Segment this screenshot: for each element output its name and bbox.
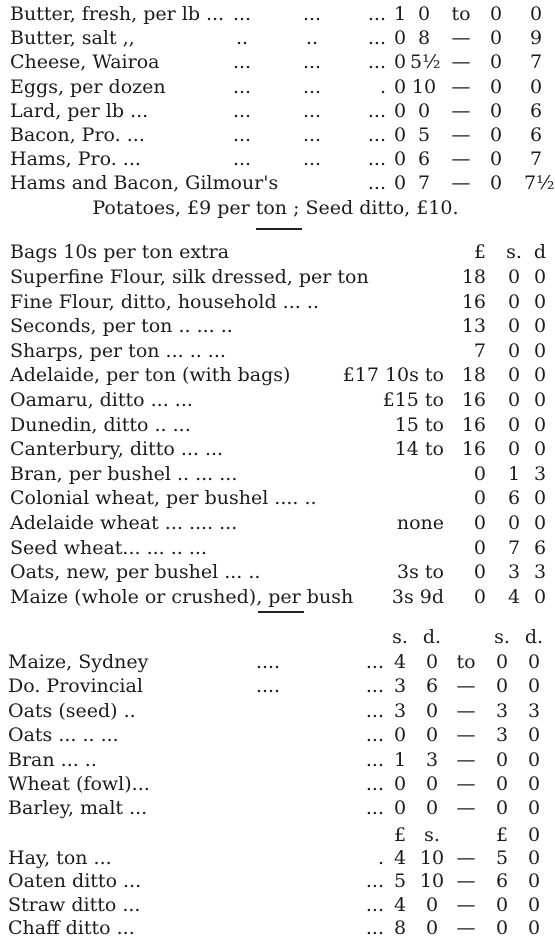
price-pence-low: 0: [425, 651, 439, 673]
leader-dots: ...: [367, 124, 386, 146]
price-shillings-low: 0: [393, 172, 407, 195]
price-pounds-low: 5: [393, 870, 407, 893]
item-name: Dunedin, ditto .. ...: [10, 413, 191, 436]
pence-header: d.: [524, 626, 544, 648]
price-row: [0, 511, 551, 535]
leader-dots: ...: [365, 797, 384, 820]
price-pounds-high: 6: [495, 870, 509, 893]
range-separator: —: [451, 75, 471, 98]
price-pence-high: 6: [529, 124, 543, 146]
range-separator: —: [456, 675, 476, 698]
price-pence-high: 7: [529, 148, 543, 171]
item-name: Eggs, per dozen: [10, 75, 166, 98]
price-pence-high: 0: [527, 797, 541, 820]
price-pence-high: 3: [527, 699, 541, 722]
price-range-low: 14 to: [394, 438, 444, 461]
price-pounds: 7: [473, 339, 486, 362]
leader-dots: ..: [235, 27, 249, 50]
leader-dots: ....: [255, 675, 281, 698]
leader-dots: ...: [302, 3, 322, 25]
price-shillings-low: 0: [393, 99, 407, 122]
price-row: [0, 388, 551, 412]
price-shillings-high: 0: [489, 124, 503, 146]
leader-dots: ...: [367, 3, 386, 25]
leader-dots: ...: [302, 124, 322, 146]
price-row: [0, 290, 551, 314]
item-name: Adelaide, per ton (with bags): [10, 364, 291, 387]
price-pence-low: 0: [417, 3, 431, 25]
range-separator: —: [456, 724, 476, 747]
price-row: [0, 99, 551, 123]
shillings-header: s.: [506, 241, 522, 263]
price-shillings-low: 0: [393, 27, 407, 50]
leader-dots: ...: [302, 148, 322, 171]
item-name: Oats ... .. ...: [8, 724, 119, 747]
item-name: Straw ditto ...: [8, 893, 141, 916]
price-pounds: 0: [473, 561, 486, 584]
leader-dots: ...: [365, 893, 384, 916]
price-pence-low: 0: [425, 797, 439, 820]
pence-header: d: [533, 241, 547, 263]
price-shillings: 0: [507, 413, 521, 436]
pence-header: d.: [422, 626, 442, 648]
price-row: [0, 893, 551, 917]
range-separator: —: [451, 124, 471, 146]
leader-dots: ...: [365, 724, 384, 747]
price-pounds-low: 8: [393, 917, 407, 940]
price-row: [0, 462, 551, 486]
price-row: [0, 123, 551, 147]
item-name: Barley, malt ...: [8, 797, 148, 820]
price-pounds: 0: [473, 487, 486, 510]
item-name: Wheat (fowl)...: [8, 773, 150, 795]
price-pounds: 0: [473, 585, 486, 608]
price-pence-low: 6: [425, 675, 439, 698]
price-row: [0, 171, 555, 195]
price-shillings: 0: [507, 266, 521, 288]
leader-dots: ...: [232, 124, 252, 146]
price-row: [0, 363, 551, 387]
price-row: [0, 437, 551, 461]
item-name: Oamaru, ditto ... ...: [10, 389, 193, 411]
price-shillings-low: 0: [393, 797, 407, 820]
price-row: [0, 486, 551, 510]
price-shillings-low: 0: [393, 124, 407, 146]
range-separator: —: [456, 699, 476, 722]
price-pence: 0: [533, 487, 547, 510]
price-shillings-low: 3: [393, 675, 407, 698]
price-pence: 0: [533, 339, 547, 362]
price-shillings: 1: [507, 462, 521, 485]
price-pence-low: 0: [417, 99, 431, 122]
price-shillings-high: 0: [489, 51, 503, 74]
price-pounds: 0: [473, 536, 486, 559]
price-shillings-high: 0: [495, 773, 509, 795]
price-range-low: 15 to: [394, 413, 444, 436]
price-pence-high: 0: [527, 724, 541, 747]
price-pence-high: 7: [529, 51, 543, 74]
item-name: Adelaide wheat ... .... ...: [10, 512, 238, 534]
price-pence: 0: [533, 585, 547, 608]
item-name: Maize, Sydney: [8, 651, 149, 673]
leader-dots: ...: [302, 99, 322, 122]
price-row: [0, 560, 551, 584]
range-separator: —: [456, 847, 476, 869]
price-pounds-low: 4: [393, 847, 407, 869]
price-shillings-high: 0: [527, 893, 541, 916]
price-pounds: 16: [461, 438, 486, 461]
item-name: Hams and Bacon, Gilmour's: [10, 172, 279, 195]
leader-dots: ...: [232, 148, 252, 171]
price-shillings-low: 1: [393, 748, 407, 771]
price-pence: 0: [533, 389, 547, 411]
pounds-header: £: [495, 824, 509, 846]
price-shillings-high: 0: [495, 651, 509, 673]
shillings-header: 0: [527, 824, 541, 846]
item-name: Chaff ditto ...: [8, 917, 135, 940]
potatoes-note: Potatoes, £9 per ton ; Seed ditto, £10.: [92, 197, 459, 219]
leader-dots: ...: [232, 3, 252, 25]
item-name: Hay, ton ...: [8, 847, 112, 869]
price-shillings-low: 0: [425, 917, 439, 940]
item-name: Seconds, per ton .. ... ..: [10, 315, 233, 338]
price-shillings-low: 0: [393, 148, 407, 171]
price-shillings-high: 0: [489, 172, 503, 195]
leader-dots: ...: [367, 148, 386, 171]
item-name: Fine Flour, ditto, household ... ..: [10, 290, 319, 313]
price-shillings: 0: [507, 389, 521, 411]
price-pence: 0: [533, 315, 547, 338]
item-name: Bran ... ..: [8, 748, 97, 771]
item-name: Butter, salt ,,: [10, 27, 135, 50]
range-separator: to: [451, 3, 471, 25]
price-pence: 0: [533, 290, 547, 313]
price-pence-high: 0: [527, 651, 541, 673]
price-pounds: 13: [461, 315, 486, 338]
price-shillings-high: 0: [527, 870, 541, 893]
item-name: Bacon, Pro. ...: [10, 124, 145, 146]
range-separator: —: [456, 773, 476, 795]
leader-dots: ...: [365, 675, 384, 698]
price-pence: 0: [533, 413, 547, 436]
price-pence-high: 6: [529, 99, 543, 122]
price-shillings-high: 0: [489, 99, 503, 122]
leader-dots: ...: [365, 917, 384, 940]
price-row: [0, 674, 551, 698]
price-row: [0, 2, 551, 26]
price-shillings: 0: [507, 290, 521, 313]
leader-dots: ...: [232, 75, 252, 98]
price-shillings-low: 4: [393, 651, 407, 673]
leader-dots: ...: [302, 75, 322, 98]
shillings-header: s.: [424, 824, 440, 846]
leader-dots: ...: [367, 172, 386, 195]
range-separator: —: [456, 748, 476, 771]
leader-dots: ...: [367, 27, 386, 50]
price-pence-low: 5½: [410, 51, 441, 74]
range-separator: —: [456, 797, 476, 820]
item-name: Canterbury, ditto ... ...: [10, 438, 224, 461]
price-row: [0, 723, 551, 747]
price-row: [0, 265, 551, 289]
price-row: [0, 699, 551, 723]
price-shillings-low: 0: [393, 724, 407, 747]
price-pence-low: 0: [425, 773, 439, 795]
price-pence-low: 0: [425, 699, 439, 722]
price-shillings: 0: [507, 512, 521, 534]
price-shillings: 0: [507, 438, 521, 461]
range-separator: —: [451, 99, 471, 122]
price-shillings: 6: [507, 487, 521, 510]
price-pence: 0: [533, 438, 547, 461]
leader-dots: ...: [365, 699, 384, 722]
price-pence-high: 0: [529, 3, 543, 25]
price-shillings-high: 0: [495, 675, 509, 698]
price-row: [0, 50, 551, 74]
price-shillings-high: 0: [495, 797, 509, 820]
range-separator: —: [451, 27, 471, 50]
section-divider: [258, 611, 304, 613]
item-name: Do. Provincial: [8, 675, 143, 698]
price-pence-high: 7½: [524, 172, 555, 195]
price-pence: 6: [533, 536, 547, 559]
flour-header-row: [0, 240, 551, 264]
price-pounds: 18: [461, 364, 486, 387]
price-row: [0, 314, 551, 338]
price-pounds: 0: [473, 512, 486, 534]
price-row: [0, 536, 551, 560]
leader-dots: ...: [232, 51, 252, 74]
price-row: [0, 26, 551, 50]
range-separator: —: [456, 917, 476, 940]
item-name: Seed wheat... ... .. ...: [10, 536, 207, 559]
price-pounds-high: 0: [495, 893, 509, 916]
price-shillings-high: 3: [495, 699, 509, 722]
price-row: [0, 75, 551, 99]
price-shillings-high: 0: [489, 75, 503, 98]
price-row: [0, 772, 551, 796]
range-separator: —: [456, 870, 476, 893]
pounds-header: £: [473, 241, 486, 263]
price-pounds: 16: [461, 290, 486, 313]
leader-dots: ...: [232, 99, 252, 122]
item-name: Butter, fresh, per lb ...: [10, 3, 225, 25]
item-name: Bran, per bushel .. ... ...: [10, 462, 238, 485]
price-pounds: 0: [473, 462, 486, 485]
price-pence-high: 0: [527, 748, 541, 771]
price-shillings-low: 3: [393, 699, 407, 722]
price-shillings: 0: [507, 315, 521, 338]
price-pence-low: 10: [411, 75, 437, 98]
price-pence: 3: [533, 462, 547, 485]
shillings-header: s.: [494, 626, 510, 648]
price-shillings-low: 0: [393, 75, 407, 98]
leader-dots: .: [379, 75, 386, 98]
item-name: Cheese, Wairoa: [10, 51, 160, 74]
price-shillings: 7: [507, 536, 521, 559]
shillings-header: s.: [392, 626, 408, 648]
item-name: Superfine Flour, silk dressed, per ton: [10, 266, 369, 288]
price-row: [0, 846, 551, 870]
range-separator: —: [451, 148, 471, 171]
price-shillings-high: 0: [489, 27, 503, 50]
price-pence: 0: [533, 364, 547, 387]
item-name: Maize (whole or crushed), per bush: [10, 585, 354, 608]
leader-dots: ...: [367, 99, 386, 122]
feed-header-row: [0, 625, 551, 649]
price-shillings-high: 3: [495, 724, 509, 747]
item-name: Oaten ditto ...: [8, 870, 142, 893]
bags-note: Bags 10s per ton extra: [10, 241, 230, 263]
price-range-low: none: [396, 512, 444, 534]
price-pounds-low: 4: [393, 893, 407, 916]
price-row: [0, 147, 551, 171]
price-pence-low: 6: [417, 148, 431, 171]
range-separator: —: [451, 51, 471, 74]
price-range-low: £17 10s to: [342, 364, 444, 387]
price-pence-low: 5: [417, 124, 431, 146]
price-shillings-high: 0: [527, 847, 541, 869]
price-shillings-low: 1: [393, 3, 407, 25]
price-row: [0, 916, 551, 940]
leader-dots: ...: [365, 870, 384, 893]
item-name: Lard, per lb ...: [10, 99, 149, 122]
price-row: [0, 650, 551, 674]
leader-dots: ..: [305, 27, 319, 50]
price-pence-high: 0: [529, 75, 543, 98]
price-row: [0, 585, 551, 609]
price-range-low: £15 to: [382, 389, 444, 411]
item-name: Oats, new, per bushel ... ..: [10, 561, 261, 584]
price-range-low: 3s to: [397, 561, 444, 584]
price-pounds: 18: [461, 266, 486, 288]
range-separator: —: [451, 172, 471, 195]
price-row: [0, 869, 551, 893]
item-name: Sharps, per ton ... .. ...: [10, 339, 226, 362]
price-shillings-low: 0: [425, 893, 439, 916]
price-shillings: 3: [507, 561, 521, 584]
item-name: Oats (seed) ..: [8, 699, 136, 722]
price-shillings-high: 0: [489, 148, 503, 171]
leader-dots: ...: [365, 748, 384, 771]
price-shillings: 0: [507, 364, 521, 387]
leader-dots: ...: [302, 51, 322, 74]
price-pence-low: 0: [425, 724, 439, 747]
price-pence-low: 7: [417, 172, 431, 195]
price-range-low: 3s 9d: [391, 585, 444, 608]
price-shillings-high: 0: [527, 917, 541, 940]
pounds-header: £: [393, 824, 407, 846]
price-pounds-high: 5: [495, 847, 509, 869]
leader-dots: ...: [365, 651, 384, 673]
price-pence-low: 8: [417, 27, 431, 50]
price-row: [0, 413, 551, 437]
leader-dots: ....: [255, 651, 281, 673]
item-name: Hams, Pro. ...: [10, 148, 141, 171]
price-shillings: 4: [507, 585, 521, 608]
price-shillings-high: 0: [495, 748, 509, 771]
price-pence: 3: [533, 561, 547, 584]
item-name: Colonial wheat, per bushel .... ..: [10, 487, 317, 510]
leader-dots: ...: [365, 773, 384, 795]
price-pounds: 16: [461, 413, 486, 436]
price-row: [0, 339, 551, 363]
price-row: [0, 796, 551, 820]
price-shillings-low: 0: [393, 51, 407, 74]
price-pence-high: 9: [529, 27, 543, 50]
range-separator: to: [456, 651, 476, 673]
price-shillings: 0: [507, 339, 521, 362]
price-pence-high: 0: [527, 675, 541, 698]
leader-dots: ...: [367, 51, 386, 74]
range-separator: —: [456, 893, 476, 916]
price-shillings-high: 0: [489, 3, 503, 25]
price-pence: 0: [533, 512, 547, 534]
price-pounds: 16: [461, 389, 486, 411]
feed-subheader-row: [0, 823, 551, 847]
price-pence-high: 0: [527, 773, 541, 795]
price-shillings-low: 0: [393, 773, 407, 795]
price-shillings-low: 10: [419, 847, 445, 869]
section-divider: [256, 228, 302, 230]
price-pounds-high: 0: [495, 917, 509, 940]
price-pence-low: 3: [425, 748, 439, 771]
price-row: [0, 748, 551, 772]
leader-dots: .: [377, 847, 384, 869]
price-pence: 0: [533, 266, 547, 288]
price-shillings-low: 10: [419, 870, 445, 893]
